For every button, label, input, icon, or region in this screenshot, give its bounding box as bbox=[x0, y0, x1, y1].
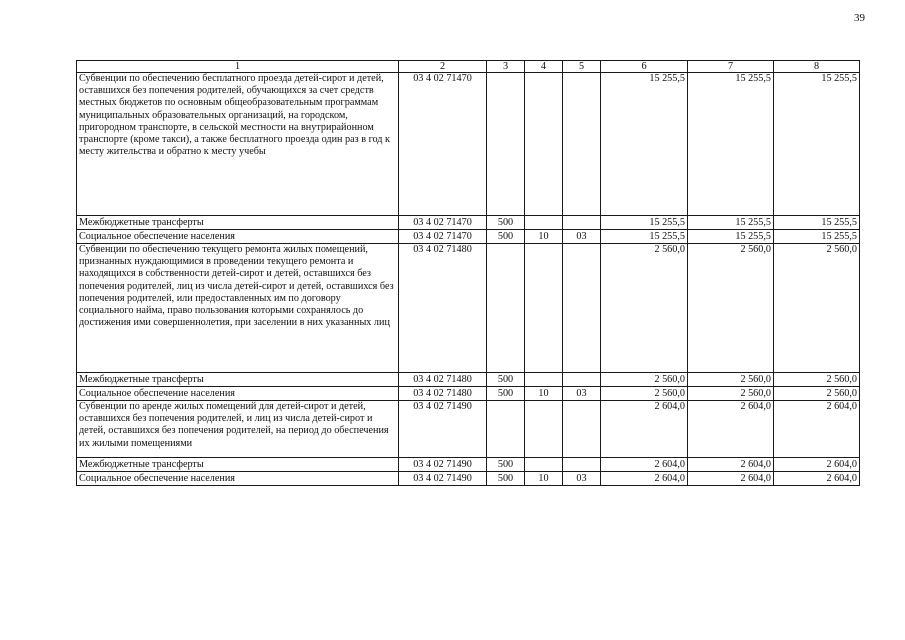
row-col5: 03 bbox=[563, 472, 601, 486]
row-value-8: 15 255,5 bbox=[774, 73, 860, 216]
row-value-7: 2 560,0 bbox=[688, 244, 774, 373]
table-row bbox=[77, 373, 860, 387]
table-row bbox=[77, 230, 860, 244]
row-value-7: 15 255,5 bbox=[688, 216, 774, 230]
row-col4 bbox=[525, 458, 563, 472]
column-number: 7 bbox=[688, 61, 774, 73]
row-col3: 500 bbox=[487, 472, 525, 486]
row-code: 03 4 02 71490 bbox=[399, 401, 487, 458]
row-value-6: 2 560,0 bbox=[601, 373, 688, 387]
row-col4 bbox=[525, 401, 563, 458]
row-value-6: 2 604,0 bbox=[601, 458, 688, 472]
row-col4 bbox=[525, 244, 563, 373]
table-row bbox=[77, 73, 860, 216]
table-row bbox=[77, 216, 860, 230]
row-name: Субвенции по аренде жилых помещений для детей-сирот и детей, оставшихся без попечения родителей, и лиц из числа детей-сирот и детей, оставшихся без попечения родителей, на период до обеспечения их жилыми помещениями bbox=[77, 401, 399, 458]
row-name: Субвенции по обеспечению текущего ремонта жилых помещений, признанных нуждающимися в проведении текущего ремонта и находящихся в собственности детей-сирот и детей, оставшихся без попечения родителей, лиц из числа детей-сирот и детей, оставшихся без попечения родителей, или предоставленных им по договору социального найма, право пользования которыми сохранялось до достижения ими совершеннолетия, при заселении в них указанных лиц bbox=[77, 244, 399, 373]
row-value-6: 2 604,0 bbox=[601, 401, 688, 458]
row-name: Межбюджетные трансферты bbox=[77, 216, 399, 230]
row-value-6: 2 560,0 bbox=[601, 387, 688, 401]
row-code: 03 4 02 71490 bbox=[399, 472, 487, 486]
row-code: 03 4 02 71470 bbox=[399, 216, 487, 230]
table-row bbox=[77, 458, 860, 472]
row-value-7: 2 604,0 bbox=[688, 472, 774, 486]
row-col3: 500 bbox=[487, 216, 525, 230]
column-number: 6 bbox=[601, 61, 688, 73]
row-value-6: 15 255,5 bbox=[601, 230, 688, 244]
row-code: 03 4 02 71480 bbox=[399, 373, 487, 387]
row-col4 bbox=[525, 373, 563, 387]
row-value-8: 2 560,0 bbox=[774, 387, 860, 401]
row-value-7: 2 604,0 bbox=[688, 401, 774, 458]
row-value-8: 2 560,0 bbox=[774, 373, 860, 387]
row-col3 bbox=[487, 244, 525, 373]
column-number-row bbox=[77, 61, 860, 73]
row-col5 bbox=[563, 216, 601, 230]
row-value-6: 2 560,0 bbox=[601, 244, 688, 373]
page-number: 39 bbox=[854, 12, 865, 24]
row-col3: 500 bbox=[487, 373, 525, 387]
row-col5 bbox=[563, 401, 601, 458]
row-value-7: 15 255,5 bbox=[688, 230, 774, 244]
row-col5 bbox=[563, 244, 601, 373]
column-number: 3 bbox=[487, 61, 525, 73]
row-col3 bbox=[487, 73, 525, 216]
row-name: Субвенции по обеспечению бесплатного проезда детей-сирот и детей, оставшихся без попечения родителей, обучающихся за счет средств местных бюджетов по основным общеобразовательным программам муниципальных образовательных организаций, на городском, пригородном транспорте, в сельской местности на внутрирайонном транспорте (кроме такси), а также бесплатного проезда один раз в год к месту жительства и обратно к месту учебы bbox=[77, 73, 399, 216]
row-name: Межбюджетные трансферты bbox=[77, 458, 399, 472]
row-col4 bbox=[525, 216, 563, 230]
row-value-6: 15 255,5 bbox=[601, 216, 688, 230]
column-number: 2 bbox=[399, 61, 487, 73]
row-value-8: 2 604,0 bbox=[774, 401, 860, 458]
row-col4: 10 bbox=[525, 230, 563, 244]
column-number: 5 bbox=[563, 61, 601, 73]
row-value-6: 2 604,0 bbox=[601, 472, 688, 486]
row-col4 bbox=[525, 73, 563, 216]
row-code: 03 4 02 71480 bbox=[399, 387, 487, 401]
row-name: Социальное обеспечение населения bbox=[77, 472, 399, 486]
row-col3: 500 bbox=[487, 230, 525, 244]
column-number: 8 bbox=[774, 61, 860, 73]
table-row bbox=[77, 472, 860, 486]
row-col5: 03 bbox=[563, 230, 601, 244]
row-value-8: 15 255,5 bbox=[774, 216, 860, 230]
row-col3: 500 bbox=[487, 387, 525, 401]
row-value-8: 2 604,0 bbox=[774, 458, 860, 472]
row-value-7: 2 560,0 bbox=[688, 387, 774, 401]
row-value-8: 15 255,5 bbox=[774, 230, 860, 244]
row-col4: 10 bbox=[525, 387, 563, 401]
table-row bbox=[77, 244, 860, 373]
row-name: Социальное обеспечение населения bbox=[77, 230, 399, 244]
budget-table bbox=[76, 60, 860, 486]
row-code: 03 4 02 71480 bbox=[399, 244, 487, 373]
row-col5 bbox=[563, 458, 601, 472]
row-col5: 03 bbox=[563, 387, 601, 401]
row-value-6: 15 255,5 bbox=[601, 73, 688, 216]
column-number: 1 bbox=[77, 61, 399, 73]
row-col5 bbox=[563, 73, 601, 216]
row-value-7: 2 560,0 bbox=[688, 373, 774, 387]
row-name: Межбюджетные трансферты bbox=[77, 373, 399, 387]
row-name: Социальное обеспечение населения bbox=[77, 387, 399, 401]
row-col3: 500 bbox=[487, 458, 525, 472]
row-col3 bbox=[487, 401, 525, 458]
row-col5 bbox=[563, 373, 601, 387]
table-row bbox=[77, 387, 860, 401]
row-value-7: 2 604,0 bbox=[688, 458, 774, 472]
table-row bbox=[77, 401, 860, 458]
row-code: 03 4 02 71470 bbox=[399, 230, 487, 244]
row-value-7: 15 255,5 bbox=[688, 73, 774, 216]
row-code: 03 4 02 71470 bbox=[399, 73, 487, 216]
row-value-8: 2 604,0 bbox=[774, 472, 860, 486]
row-col4: 10 bbox=[525, 472, 563, 486]
row-code: 03 4 02 71490 bbox=[399, 458, 487, 472]
row-value-8: 2 560,0 bbox=[774, 244, 860, 373]
column-number: 4 bbox=[525, 61, 563, 73]
